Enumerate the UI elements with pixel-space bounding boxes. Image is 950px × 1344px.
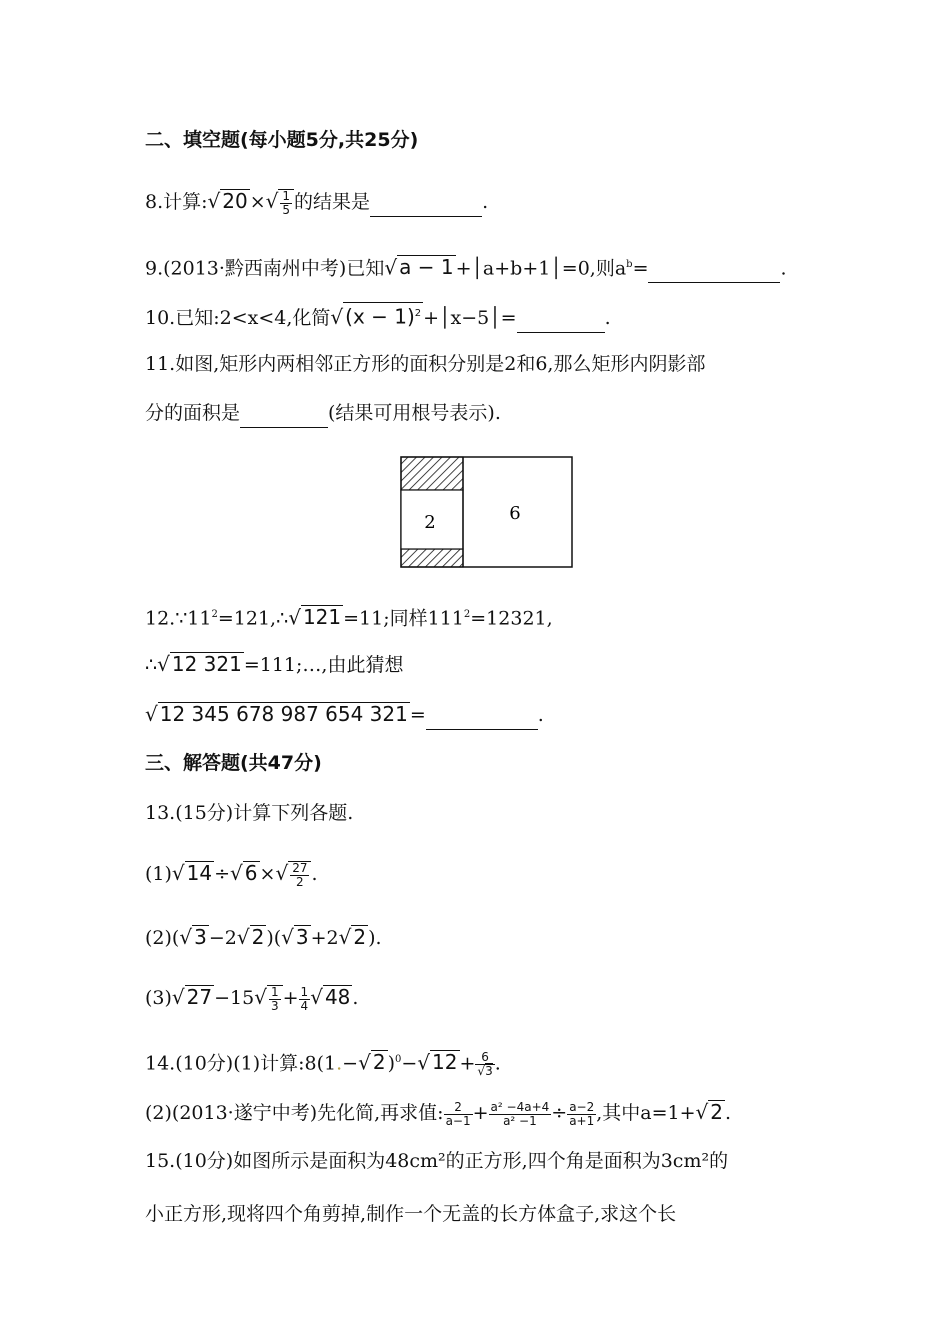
q9-text: +│a+b+1│=0,则a [455, 257, 627, 280]
q11-answer-blank[interactable] [240, 405, 328, 428]
q14-p2-divide: ÷ [551, 1102, 568, 1124]
q13-p1-radicand-1: 14 [186, 861, 213, 885]
section-heading-solve: 三、解答题(共47分) [145, 752, 322, 774]
q14-p2-prefix: (2)(2013·遂宁中考)先化简,再求值: [145, 1102, 444, 1124]
q12-radicand-2: 12 321 [171, 652, 242, 676]
q12-exponent-1: 2 [211, 609, 218, 620]
q13-p2-radicand-2: 2 [251, 925, 265, 949]
q14-radicand-1: 2 [372, 1050, 386, 1075]
q14-minus-2: − [401, 1052, 418, 1075]
q12-answer-blank[interactable] [426, 707, 538, 730]
q12-equals: = [409, 704, 426, 726]
q13-p3-radicand-1: 27 [186, 985, 213, 1009]
question-12-line3: √ 12 345 678 987 654 321 = . [145, 699, 544, 730]
q11-text-b: (结果可用根号表示). [328, 402, 501, 424]
small-square-label: 2 [424, 512, 436, 533]
q10-prefix: 10.已知:2<x<4,化简 [145, 307, 331, 329]
q13-p3-plus: + [282, 987, 299, 1009]
q11-text-a: 分的面积是 [145, 402, 241, 424]
rectangle-squares-figure [400, 456, 574, 570]
q13-p3-minus: −15 [214, 987, 255, 1009]
q13-p3-label: (3) [145, 987, 172, 1009]
q13-p2-end: ). [368, 927, 382, 949]
q13-p2-radicand-3: 3 [295, 925, 309, 949]
q14-p2-period: . [725, 1102, 732, 1124]
question-15-line2: 小正方形,现将四个角剪掉,制作一个无盖的长方体盒子,求这个长 [145, 1203, 677, 1225]
q14-p2-text: ,其中a=1+ [596, 1102, 696, 1124]
q12-exponent-2: 2 [463, 609, 471, 620]
q12-text-c: =11;同样111 [343, 607, 464, 630]
q10-radicand: (x − 1) [345, 305, 415, 329]
q9-equals: = [632, 257, 649, 280]
q10-period: . [604, 307, 611, 329]
question-11-line2 [145, 398, 501, 428]
shaded-region-bottom [401, 549, 463, 567]
question-14-part-1: 14.(10分)(1)计算:8(1.−√ 2 )$^0$−√ 12 + $\frac{6}{√3}$ . [145, 1049, 501, 1078]
q12-text-d: =12321, [470, 607, 553, 630]
q13-p2-label: (2)( [145, 927, 180, 949]
large-square-label: 6 [509, 503, 521, 524]
q14-p2-radicand: 2 [710, 1100, 724, 1124]
q12-radicand-3: 12 345 678 987 654 321 [159, 702, 408, 726]
question-13-part-2: (2)(√ 3 −2√ 2 )(√ 3 +2√ 2 ). [145, 925, 382, 949]
q9-prefix: 9.(2013·黔西南州中考)已知 [145, 257, 385, 280]
section-heading-fill-in: 二、填空题(每小题5分,共25分) [145, 129, 419, 151]
q14-fraction: $\frac{6}{√3}$ [477, 1049, 493, 1078]
q13-p1-times: × [259, 863, 276, 885]
question-9: 9.(2013·黔西南州中考)已知√ a − 1 +│a+b+1│=0,则$a^b=$ . [145, 250, 787, 283]
q12-text-a: 12.∵11 [145, 607, 212, 630]
question-13-head: 13.(15分)计算下列各题. [145, 802, 354, 824]
question-15-line1: 15.(10分)如图所示是面积为48cm²的正方形,四个角是面积为3cm²的 [145, 1150, 729, 1172]
q13-p3-fraction-2: $\frac{1}{4}$ [300, 984, 309, 1013]
q13-p2-paren: )( [266, 927, 282, 949]
q13-p2-radicand-4: 2 [353, 925, 367, 949]
q13-p3-fraction-1: $\frac{1}{3}$ [270, 984, 279, 1013]
shaded-region-top [401, 457, 463, 490]
q14-radicand-2: 12 [432, 1050, 458, 1075]
q12-radicand-1: 121 [302, 605, 342, 630]
question-11-line1: 11.如图,矩形内两相邻正方形的面积分别是2和6,那么矩形内阴影部 [145, 353, 706, 375]
q13-p1-divide: ÷ [214, 863, 231, 885]
q8-text: 的结果是 [294, 191, 371, 213]
q8-times: × [249, 191, 266, 213]
q13-p1-label: (1) [145, 863, 172, 885]
question-8: 8.计算:√ 20 ×√ $\frac{1}{5}$ 的结果是 . [145, 188, 489, 217]
q13-p1-fraction: $\frac{27}{2}$ [292, 860, 308, 889]
q10-exponent: 2 [414, 308, 422, 320]
question-14-part-2: (2)(2013·遂宁中考)先化简,再求值: $\frac{2}{a-1}$ + $\frac{\text{a² −4a+4}}{\text{a² −1}}$ ÷ $\frac{a-2}{a+1}$ ,其中a=1+√ 2 . [145, 1099, 732, 1128]
q14-p2-plus: + [472, 1102, 489, 1124]
question-12-line1: $12.\because 11^2=121,\therefore√$ 121 =11;同样$111^2=12321$, [145, 605, 553, 630]
q8-answer-blank[interactable] [370, 194, 482, 217]
q14-paren: ) [387, 1052, 395, 1075]
q8-radicand: 20 [222, 189, 248, 213]
q9-answer-blank[interactable] [648, 260, 780, 283]
q14-exponent: 0 [395, 1054, 402, 1065]
q13-p2-radicand-1: 3 [194, 925, 207, 949]
q13-p1-period: . [311, 863, 318, 885]
q9-period: . [780, 257, 787, 280]
q14-p2-fraction-1: $\frac{2}{a-1}$ [445, 1099, 471, 1128]
q12-therefore: ∴ [145, 654, 158, 676]
question-13-part-3: (3)√ 27 −15√ $\frac{1}{3}$ + $\frac{1}{4}$ √ 48 . [145, 984, 359, 1013]
q14-minus: − [342, 1052, 359, 1075]
q13-p1-radicand-2: 6 [244, 861, 258, 885]
q14-prefix: 14.(10分)(1)计算:8(1 [145, 1052, 337, 1075]
q14-period: . [494, 1052, 501, 1075]
q14-plus: + [459, 1052, 476, 1075]
q13-p3-period: . [352, 987, 359, 1009]
q8-prefix: 8.计算: [145, 191, 208, 213]
q13-p3-radicand-2: 48 [324, 985, 351, 1009]
q9-exponent: b [626, 259, 633, 270]
q8-fraction: $\frac{1}{5}$ [282, 188, 291, 217]
q13-p2-minus: −2 [208, 927, 237, 949]
q12-text-e: =111;…,由此猜想 [243, 654, 404, 676]
question-12-line2: ∴√ 12 321 =111;…,由此猜想 [145, 652, 404, 676]
q10-answer-blank[interactable] [517, 310, 605, 333]
question-10: 10.已知:2<x<4,化简√ $(x - 1)^2$ +│x−5│= . [145, 302, 611, 333]
q8-period: . [482, 191, 489, 213]
q9-radicand: a − 1 [399, 255, 454, 280]
q14-p2-fraction-2: $\frac{\text{a² −4a+4}}{\text{a² −1}}$ [490, 1099, 550, 1128]
q12-text-b: =121,∴ [217, 607, 289, 630]
q14-p2-fraction-3: $\frac{a-2}{a+1}$ [569, 1099, 595, 1128]
q10-text: +│x−5│= [423, 307, 517, 329]
q13-p2-plus: +2 [310, 927, 339, 949]
q12-period: . [537, 704, 544, 726]
question-13-part-1: (1)√ 14 ÷√ 6 ×√ $\frac{27}{2}$ . [145, 860, 318, 889]
